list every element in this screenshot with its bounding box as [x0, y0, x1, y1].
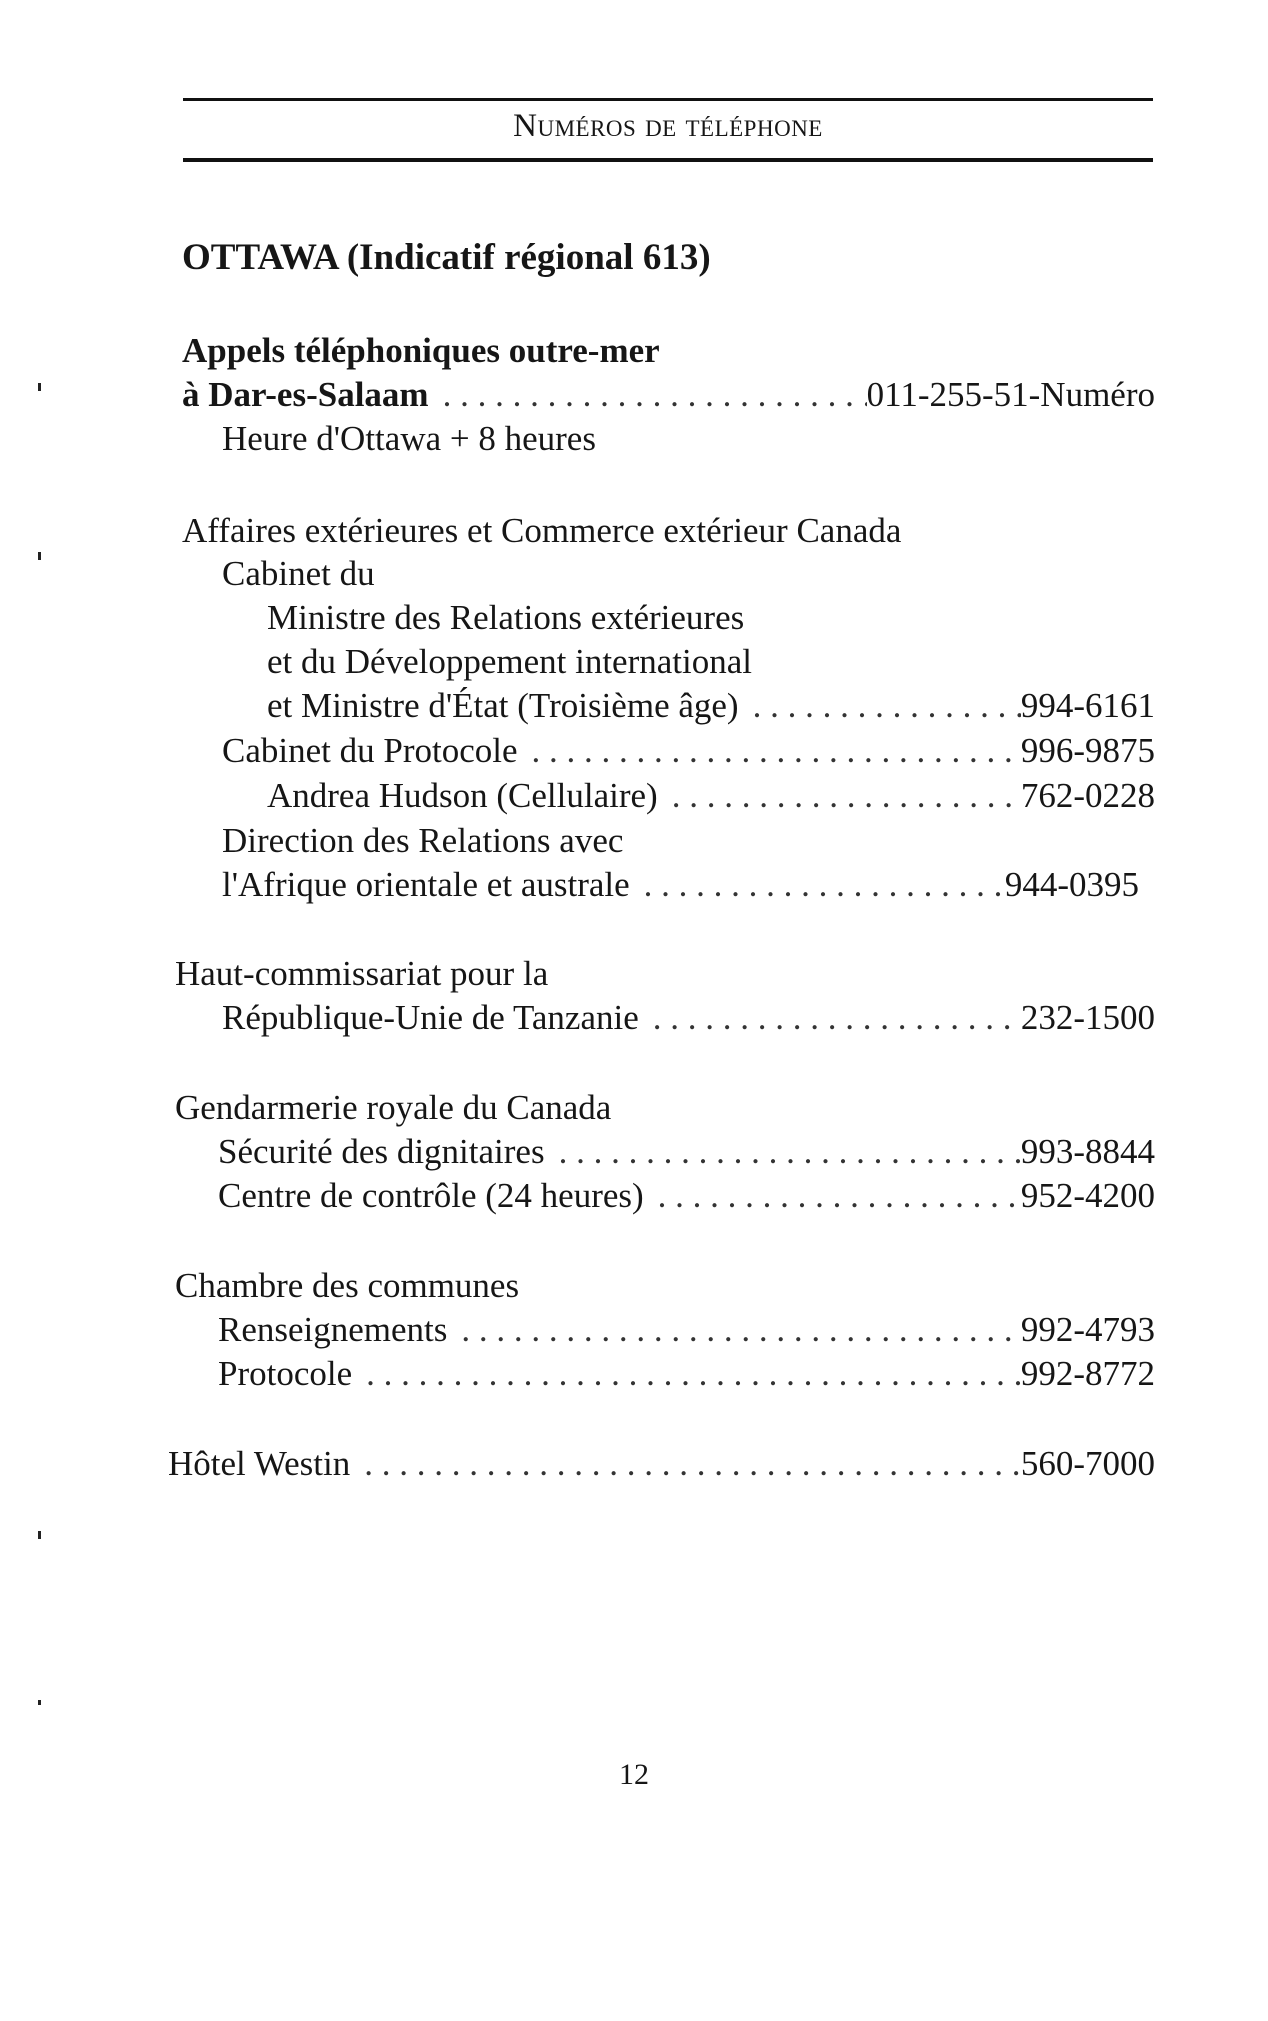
overseas-entry-value: 011-255-51-Numéro [866, 375, 1155, 414]
hotel-label: Hôtel Westin [168, 1444, 351, 1483]
overseas-note: Heure d'Ottawa + 8 heures [222, 419, 596, 458]
control-label: Centre de contrôle (24 heures) [218, 1176, 644, 1215]
dot-leader [545, 1131, 1021, 1173]
hotel-entry [168, 1443, 1155, 1485]
security-value: 993-8844 [1020, 1132, 1155, 1171]
scan-speck [38, 1531, 41, 1539]
dot-leader [518, 730, 1021, 772]
control-entry [218, 1175, 1155, 1217]
overseas-entry-label: à Dar-es-Salaam [182, 375, 429, 414]
dot-leader [630, 864, 1005, 906]
hudson-entry [267, 775, 1155, 817]
commons-protocol-value: 992-8772 [1020, 1354, 1155, 1393]
protocol-label: Cabinet du Protocole [222, 731, 518, 770]
direction-line2: l'Afrique orientale et australe [222, 865, 630, 904]
protocol-entry [222, 730, 1155, 772]
direction-value: 944-0395 [1004, 865, 1139, 904]
commons-protocol-label: Protocole [218, 1354, 353, 1393]
minister-entry [267, 685, 1155, 727]
dot-leader [739, 685, 1021, 727]
dot-leader [447, 1309, 1020, 1351]
rcmp-heading: Gendarmerie royale du Canada [175, 1088, 612, 1127]
high-commission-line2: République-Unie de Tanzanie [222, 998, 639, 1037]
security-entry [218, 1131, 1155, 1173]
dot-leader [350, 1443, 1021, 1485]
high-commission-entry [222, 997, 1155, 1039]
dot-leader [352, 1353, 1021, 1395]
direction-line1: Direction des Relations avec [222, 821, 624, 860]
scan-speck [38, 552, 41, 560]
scan-speck [38, 383, 41, 391]
header-top-rule [183, 98, 1153, 101]
overseas-entry [182, 374, 1155, 416]
protocol-value: 996-9875 [1020, 731, 1155, 770]
overseas-heading: Appels téléphoniques outre-mer [182, 331, 660, 370]
hudson-label: Andrea Hudson (Cellulaire) [267, 776, 658, 815]
minister-value: 994-6161 [1020, 686, 1155, 725]
dot-leader [639, 997, 1021, 1039]
page-number: 12 [619, 1758, 649, 1791]
control-value: 952-4200 [1020, 1176, 1155, 1215]
header-bottom-rule [183, 158, 1153, 162]
cabinet-label: Cabinet du [222, 554, 375, 593]
minister-line1: Ministre des Relations extérieures [267, 598, 745, 637]
security-label: Sécurité des dignitaires [218, 1132, 545, 1171]
high-commission-value: 232-1500 [1020, 998, 1155, 1037]
commons-info-value: 992-4793 [1020, 1310, 1155, 1349]
commons-protocol-entry [218, 1353, 1155, 1395]
dot-leader [429, 374, 867, 416]
scan-speck [38, 1700, 41, 1705]
high-commission-line1: Haut-commissariat pour la [175, 954, 549, 993]
minister-line2: et du Développement international [267, 642, 752, 681]
minister-line3: et Ministre d'État (Troisième âge) [267, 686, 739, 725]
commons-info-entry [218, 1309, 1155, 1351]
dot-leader [644, 1175, 1021, 1217]
commons-info-label: Renseignements [218, 1310, 448, 1349]
dot-leader [658, 775, 1021, 817]
foreign-affairs-heading: Affaires extérieures et Commerce extérieur Canada [182, 511, 902, 550]
commons-heading: Chambre des communes [175, 1266, 520, 1305]
section-title: OTTAWA (Indicatif régional 613) [182, 237, 711, 278]
direction-entry [222, 864, 1139, 906]
hotel-value: 560-7000 [1020, 1444, 1155, 1483]
hudson-value: 762-0228 [1020, 776, 1155, 815]
running-header: Numéros de téléphone [513, 108, 823, 144]
